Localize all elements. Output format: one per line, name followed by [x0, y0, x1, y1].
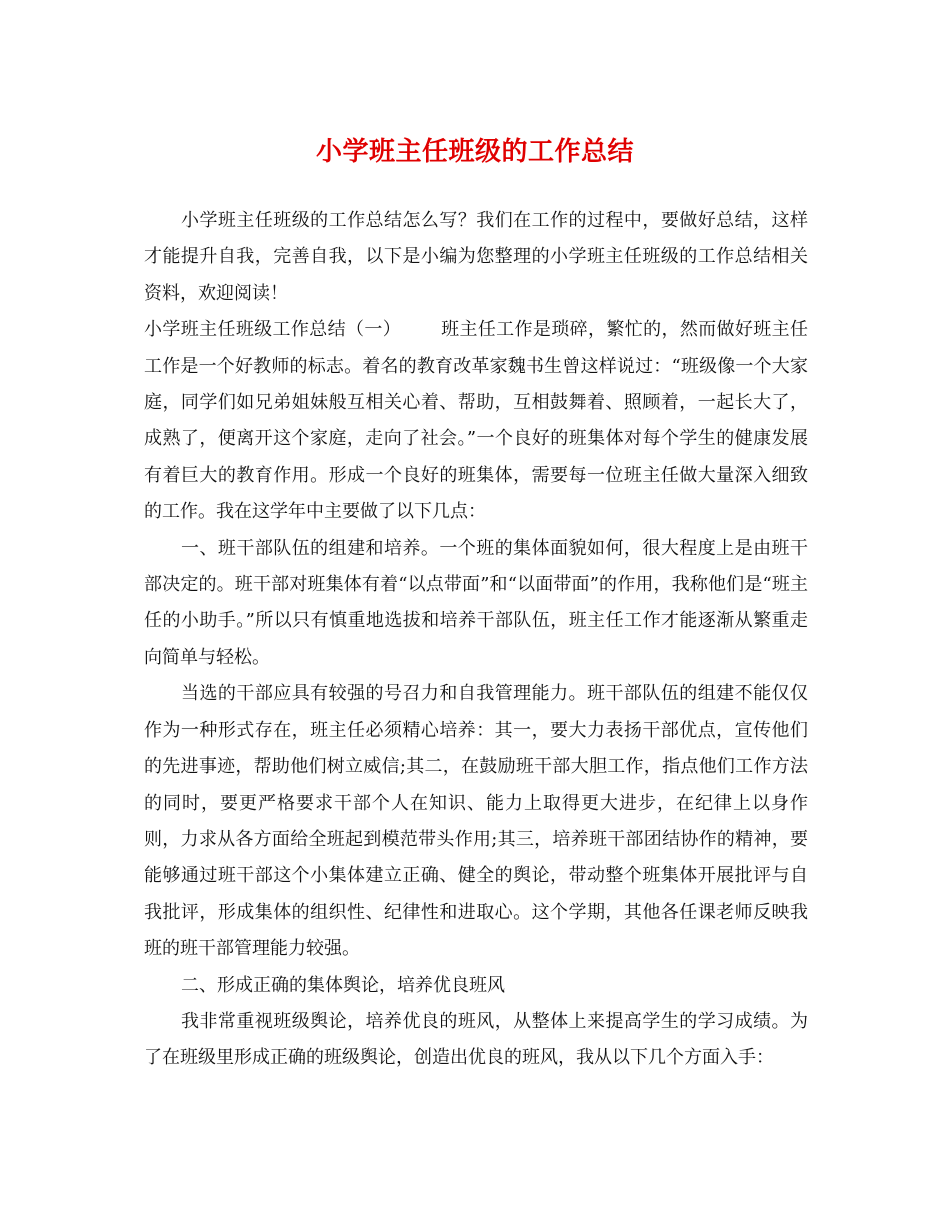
document-body [144, 203, 808, 1077]
paragraph-heading-public-opinion: 二、形成正确的集体舆论，培养优良班风 [181, 974, 505, 996]
section-intro-text: 班主任工作是琐碎，繁忙的，然而做好班主任工作是一个好教师的标志。着名的教育改革家魏书生曾这样说过：“班级像一个大家庭，同学们如兄弟姐妹般互相关心着、帮助，互相鼓舞着、照顾着，一起长大了，成熟了，便离开这个家庭，走向了社会。”一个良好的班集体对每个学生的健康发展有着巨大的教育作用。形成一个良好的班集体，需要每一位班主任做大量深入细致的工作。我在这学年中主要做了以下几点： [144, 319, 809, 523]
intro-paragraph: 小学班主任班级的工作总结怎么写？我们在工作的过程中，要做好总结，这样才能提升自我，完善自我，以下是小编为您整理的小学班主任班级的工作总结相关资料，欢迎阅读！ [144, 210, 808, 304]
document-title: 小学班主任班级的工作总结 [315, 137, 634, 167]
paragraph-class-cadres: 一、班干部队伍的组建和培养。一个班的集体面貌如何，很大程度上是由班干部决定的。班干部对班集体有着“以点带面”和“以面带面”的作用，我称他们是“班主任的小助手。”所以只有慎重地选拔和培养干部队伍，班主任工作才能逐渐从繁重走向简单与轻松。 [144, 537, 808, 668]
section-heading: 小学班主任班级工作总结（一） [144, 319, 402, 341]
section-paragraph [144, 312, 808, 530]
paragraph-class-atmosphere: 我非常重视班级舆论，培养优良的班风，从整体上来提高学生的学习成绩。为了在班级里形成正确的班级舆论，创造出优良的班风，我从以下几个方面入手： [144, 1010, 808, 1069]
paragraph-cadre-training: 当选的干部应具有较强的号召力和自我管理能力。班干部队伍的组建不能仅仅作为一种形式存在，班主任必须精心培养：其一，要大力表扬干部优点，宣传他们的先进事迹，帮助他们树立威信;其二，在鼓励班干部大胆工作，指点他们工作方法的同时，要更严格要求干部个人在知识、能力上取得更大进步，在纪律上以身作则，力求从各方面给全班起到模范带头作用;其三，培养班干部团结协作的精神，要能够通过班干部这个小集体建立正确、健全的舆论，带动整个班集体开展批评与自我批评，形成集体的组织性、纪律性和进取心。这个学期，其他各任课老师反映我班的班干部管理能力较强。 [144, 683, 808, 960]
